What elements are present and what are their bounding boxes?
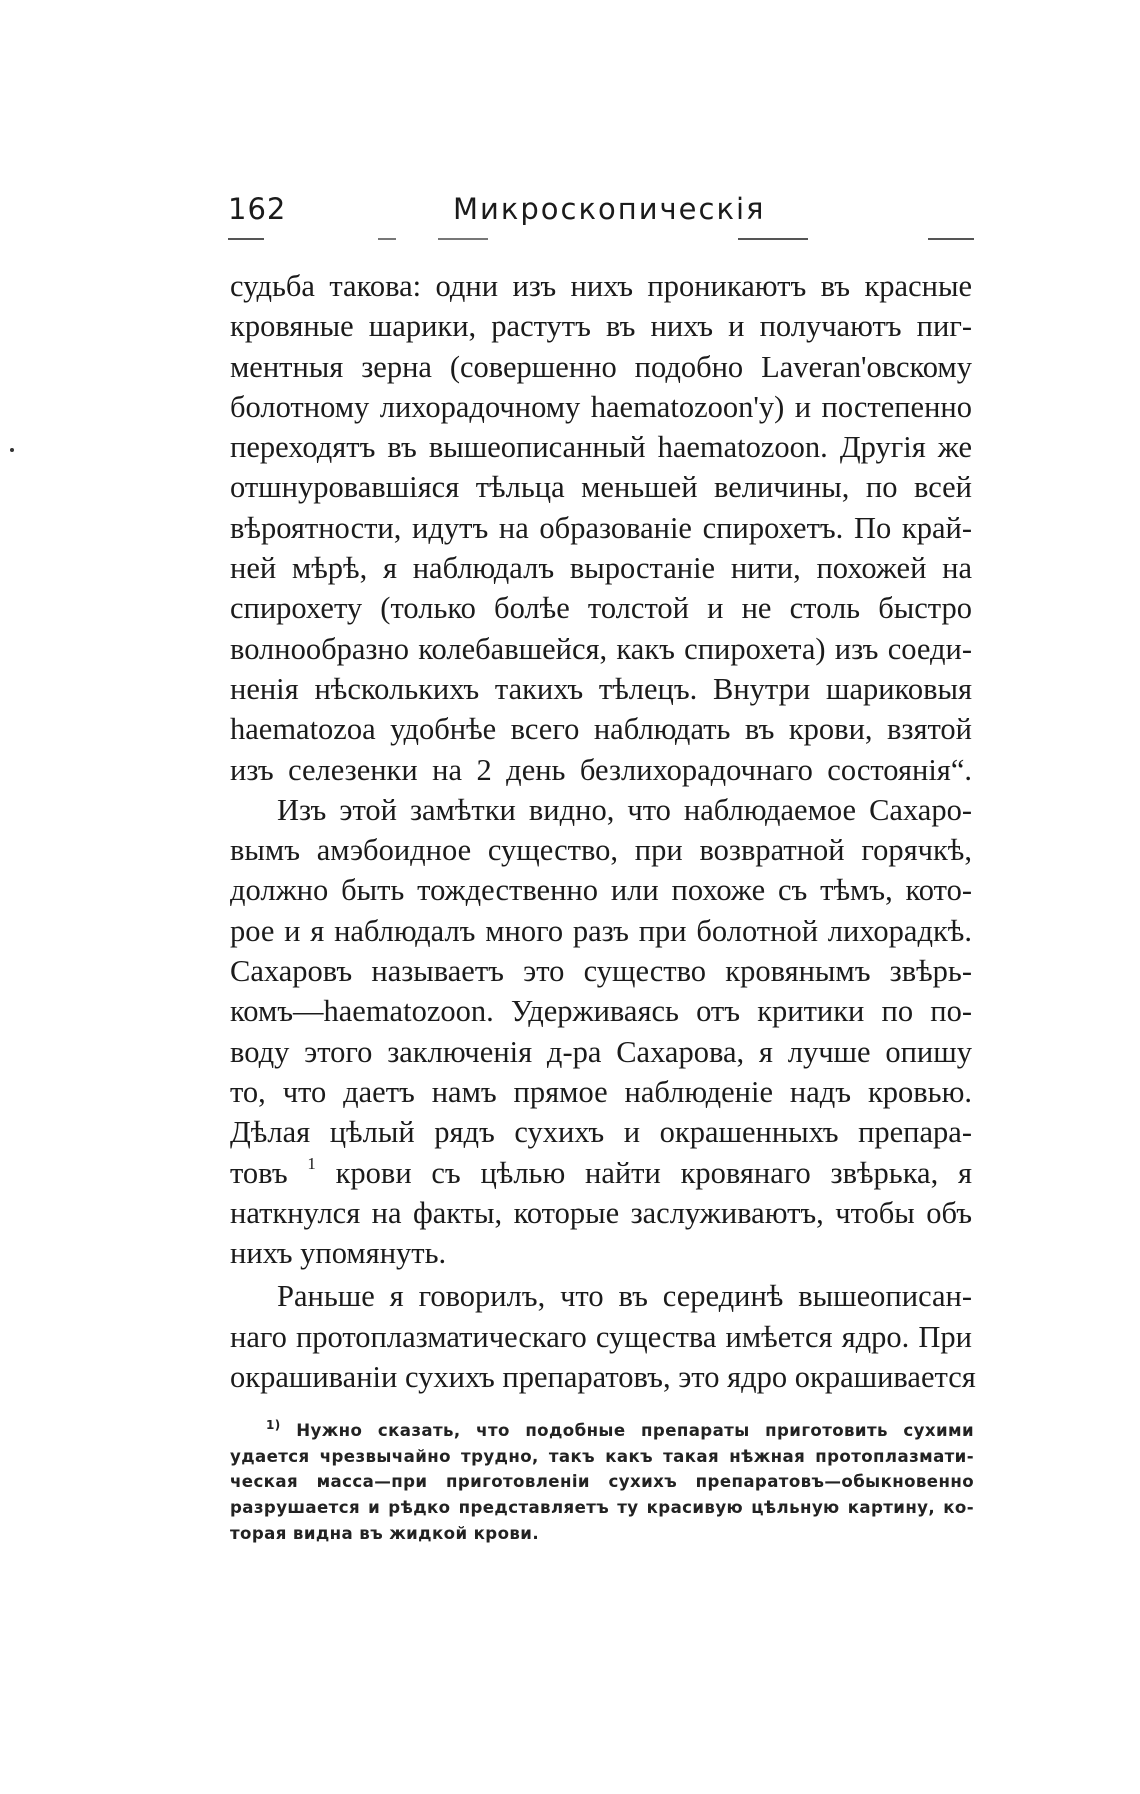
body-line: спирохету (только болѣе толстой и не столь быстро [230, 591, 972, 626]
body-line: воду этого заключенія д-ра Сахарова, я лучше опишу [230, 1034, 972, 1069]
body-line: кровяные шарики, растутъ въ нихъ и получаютъ пиг- [230, 309, 972, 344]
body-line: судьба такова: одни изъ нихъ проникаютъ въ красные [230, 269, 972, 303]
body-line: haematozoa удобнѣе всего наблюдать въ крови, взятой [230, 712, 972, 747]
header-rule [228, 238, 974, 240]
body-line: переходятъ въ вышеописанный haematozoon. Другія же [230, 430, 972, 465]
body-line: болотному лихорадочному haematozoon'у) и постепенно [230, 389, 972, 424]
body-line: изъ селезенки на 2 день безлихорадочнаго состоянія“. [230, 752, 972, 787]
running-head [228, 192, 974, 236]
body-line-with-footnote-ref [230, 1153, 972, 1193]
footnote-line [262, 1418, 974, 1444]
body-line: Сахаровъ называетъ это существо кровянымъ звѣрь- [230, 954, 972, 989]
body-line: Раньше я говорилъ, что въ серединѣ вышеописан- [277, 1279, 972, 1314]
body-line: Изъ этой замѣтки видно, что наблюдаемое Сахаро- [277, 792, 972, 827]
running-title: Микроскопическія [453, 192, 766, 226]
body-line: волнообразно колебавшейся, какъ спирохета) изъ соеди- [230, 631, 972, 666]
body-line: вѣроятности, идутъ на образованіе спирохетъ. По край- [230, 510, 972, 545]
body-line: наго протоплазматическаго существа имѣется ядро. При [230, 1319, 972, 1354]
footnote-reference[interactable]: 1 [307, 1153, 316, 1173]
body-line-end: крови съ цѣлью найти кровянаго звѣрька, я [335, 1155, 972, 1190]
footnote-line: разрушается и рѣдко представляетъ ту красивую цѣльную картину, ко- [230, 1498, 974, 1518]
footnote-line-text: Нужно сказать, что подобные препараты приготовить сухими [296, 1421, 974, 1440]
body-line: нихъ упомянуть. [230, 1236, 447, 1271]
margin-speck [10, 448, 14, 452]
footnote-line: торая видна въ жидкой крови. [230, 1523, 540, 1543]
body-line: отшнуровавшіяся тѣльца меньшей величины, по всей [230, 470, 972, 505]
body-text [230, 266, 976, 1397]
body-line: ментныя зерна (совершенно подобно Laveran'овскому [230, 349, 972, 384]
body-line: ней мѣрѣ, я наблюдалъ выростаніе нити, похожей на [230, 551, 972, 586]
footnote-line: удается чрезвычайно трудно, такъ какъ такая нѣжная протоплазмати- [230, 1446, 974, 1466]
page-number: 162 [228, 192, 287, 226]
body-line: ненія нѣсколькихъ такихъ тѣлецъ. Внутри шариковыя [230, 671, 972, 706]
body-line: комъ—haematozoon. Удерживаясь отъ критики по по- [230, 994, 972, 1029]
body-line: окрашиваніи сухихъ препаратовъ, это ядро окрашивается [230, 1360, 976, 1395]
body-line: вымъ амэбоидное существо, при возвратной горячкѣ, [230, 833, 972, 868]
footnote [230, 1418, 974, 1547]
body-line: должно быть тождественно или похоже съ тѣмъ, кото- [230, 873, 972, 908]
body-line: то, что даетъ намъ прямое наблюденіе надъ кровью. [230, 1074, 972, 1109]
body-line: наткнулся на факты, которые заслуживаютъ, чтобы объ [230, 1195, 972, 1230]
footnote-marker: 1) [266, 1418, 281, 1432]
footnote-line: ческая масса—при приготовленіи сухихъ препаратовъ—обыкновенно [230, 1472, 974, 1492]
body-line-start: товъ [230, 1155, 288, 1190]
body-line: Дѣлая цѣлый рядъ сухихъ и окрашенныхъ препара- [230, 1115, 972, 1150]
body-line: рое и я наблюдалъ много разъ при болотной лихорадкѣ. [230, 913, 972, 948]
